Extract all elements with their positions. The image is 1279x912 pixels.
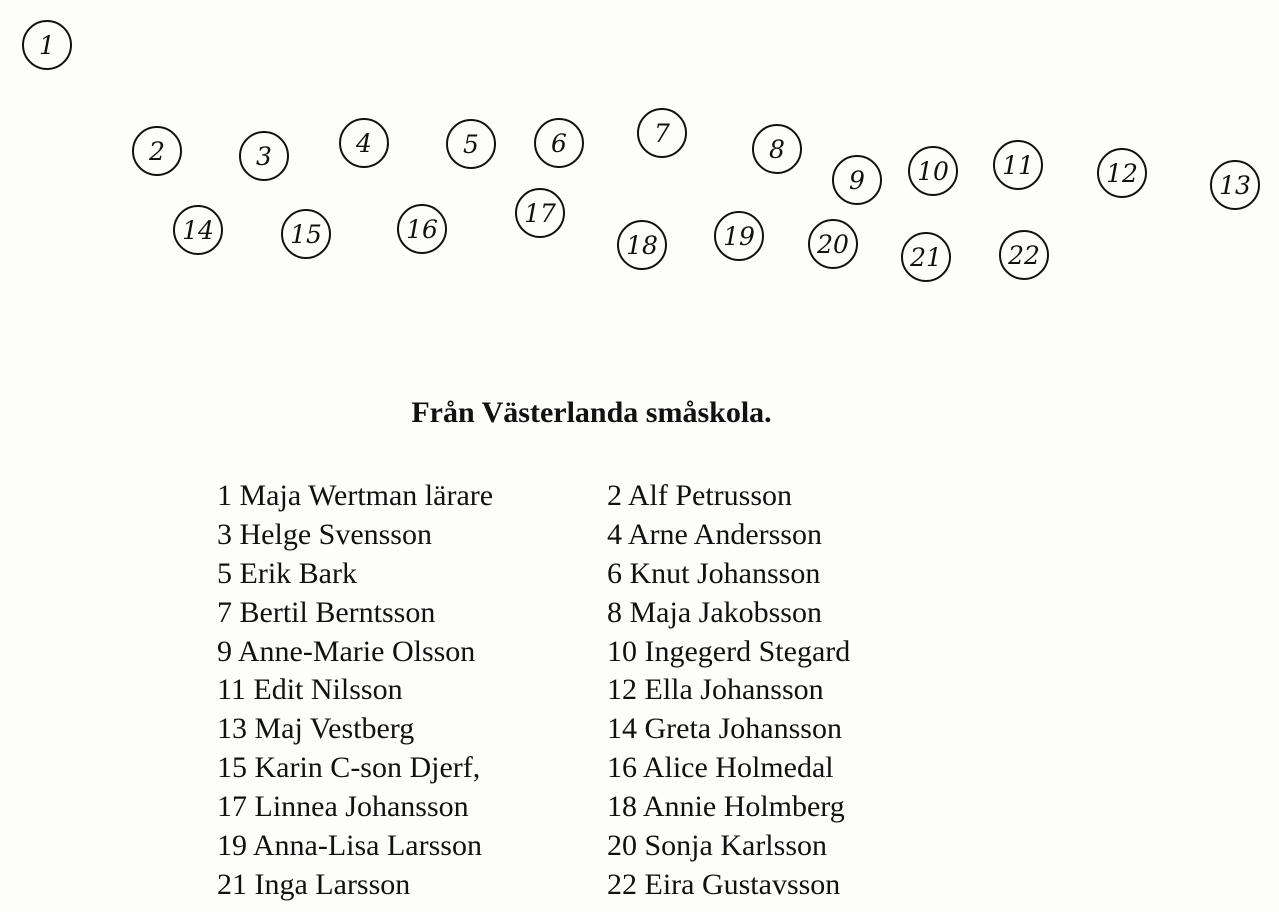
number-marker-12: 12	[1097, 148, 1147, 198]
number-marker-10: 10	[908, 146, 958, 196]
number-marker-6: 6	[534, 118, 584, 168]
name-entry: 7 Bertil Berntsson	[217, 595, 436, 629]
name-entry: 1 Maja Wertman lärare	[217, 479, 494, 512]
name-entry: 4 Arne Andersson	[607, 517, 822, 551]
number-marker-20: 20	[808, 219, 858, 269]
number-marker-16: 16	[397, 204, 447, 254]
name-entry: 18 Annie Holmberg	[607, 790, 845, 824]
number-marker-1: 1	[22, 20, 72, 70]
number-marker-18: 18	[617, 220, 667, 270]
number-marker-9: 9	[832, 155, 882, 205]
name-entry: 22 Eira Gustavsson	[607, 867, 841, 901]
number-marker-11: 11	[993, 140, 1043, 190]
number-marker-19: 19	[714, 211, 764, 261]
number-marker-5: 5	[446, 119, 496, 169]
name-entry: 10 Ingegerd Stegard	[607, 634, 851, 668]
name-entry: 14 Greta Johansson	[607, 712, 842, 746]
number-marker-2: 2	[132, 126, 182, 176]
number-marker-15: 15	[281, 209, 331, 259]
number-marker-22: 22	[999, 230, 1049, 280]
name-entry: 17 Linnea Johansson	[217, 790, 469, 824]
name-entry: 21 Inga Larsson	[217, 867, 411, 901]
name-entry: 8 Maja Jakobsson	[607, 595, 822, 629]
caption-title: Från Västerlanda småskola.	[411, 396, 772, 429]
name-entry: 20 Sonja Karlsson	[607, 829, 827, 863]
number-marker-21: 21	[901, 232, 951, 282]
number-marker-7: 7	[637, 108, 687, 158]
name-entry: 5 Erik Bark	[217, 556, 357, 590]
number-marker-13: 13	[1210, 160, 1260, 210]
name-entry: 6 Knut Johansson	[607, 556, 821, 590]
name-entry: 2 Alf Petrusson	[607, 479, 793, 512]
name-entry: 19 Anna-Lisa Larsson	[217, 829, 482, 863]
name-entry: 11 Edit Nilsson	[217, 673, 403, 707]
name-list	[217, 477, 907, 905]
number-marker-14: 14	[173, 205, 223, 255]
name-entry: 12 Ella Johansson	[607, 673, 824, 707]
number-marker-17: 17	[515, 188, 565, 238]
name-entry: 9 Anne-Marie Olsson	[217, 634, 476, 668]
name-entry: 16 Alice Holmedal	[607, 751, 834, 785]
number-marker-8: 8	[752, 124, 802, 174]
number-marker-4: 4	[339, 118, 389, 168]
number-marker-3: 3	[239, 131, 289, 181]
name-entry: 15 Karin C-son Djerf,	[217, 751, 481, 785]
name-entry: 3 Helge Svensson	[217, 517, 432, 551]
name-entry: 13 Maj Vestberg	[217, 712, 415, 746]
